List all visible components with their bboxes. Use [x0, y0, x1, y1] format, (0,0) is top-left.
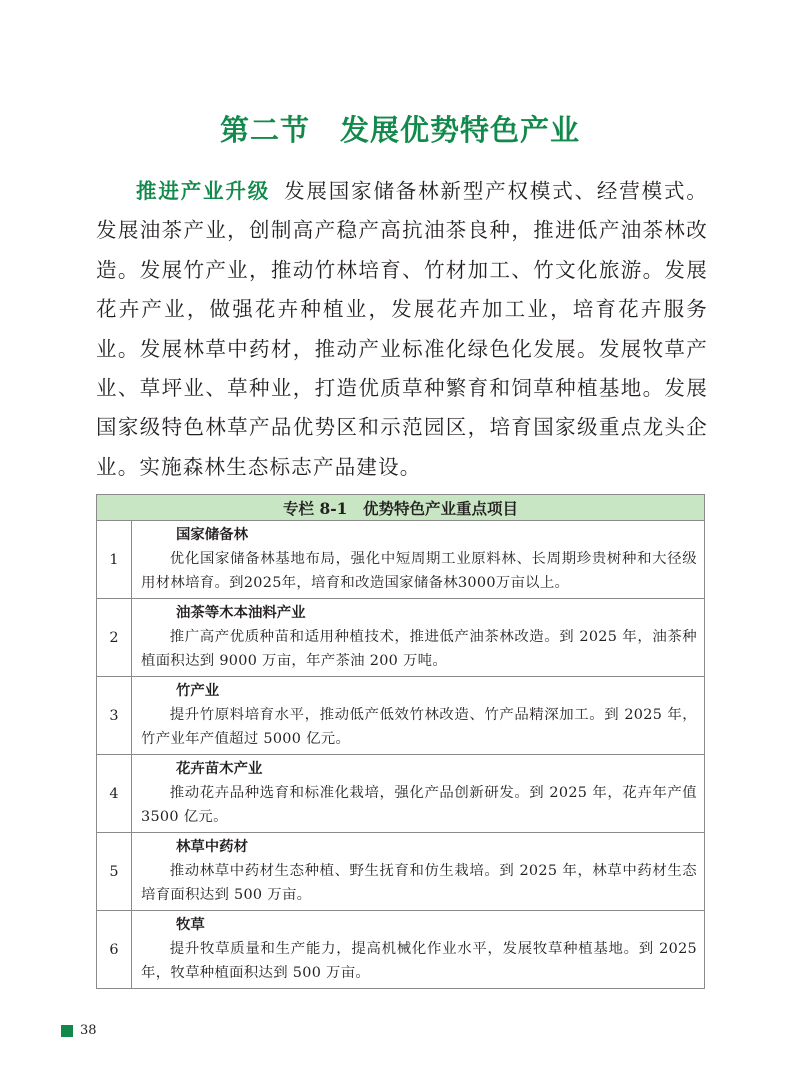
page-marker-square	[61, 1025, 73, 1037]
table-caption: 专栏 8-1 优势特色产业重点项目	[97, 495, 705, 521]
row-title: 牧草	[176, 916, 205, 933]
table-row	[97, 677, 705, 755]
row-description: 提升竹原料培育水平，推动低产低效竹林改造、竹产品精深加工。到 2025 年，竹产业年产值超过 5000 亿元。	[141, 707, 697, 747]
row-description: 推动林草中药材生态种植、野生抚育和仿生栽培。到 2025 年，林草中药材生态培育面积达到 500 万亩。	[141, 863, 697, 903]
project-table	[96, 494, 705, 989]
section-title: 第二节 发展优势特色产业	[219, 113, 580, 147]
row-number: 2	[97, 599, 132, 677]
intro-text: 发展国家储备林新型产权模式、经营模式。发展油茶产业，创制高产稳产高抗油茶良种，推进低产油茶林改造。发展竹产业，推动竹林培育、竹材加工、竹文化旅游。发展花卉产业，做强花卉种植业，发展花卉加工业，培育花卉服务业。发展林草中药材，推动产业标准化绿色化发展。发展牧草产业、草坪业、草种业，打造优质草种繁育和饲草种植基地。发展国家级特色林草产品优势区和示范园区，培育国家级重点龙头企业。实施森林生态标志产品建设。	[96, 179, 708, 479]
row-description: 优化国家储备林基地布局，强化中短周期工业原料林、长周期珍贵树种和大径级用材林培育。到2025年，培育和改造国家储备林3000万亩以上。	[141, 551, 697, 591]
table-row	[97, 755, 705, 833]
row-title: 油茶等木本油料产业	[176, 604, 306, 621]
intro-lead: 推进产业升级	[136, 179, 271, 203]
table-row	[97, 521, 705, 599]
row-content	[132, 677, 705, 755]
row-title: 林草中药材	[176, 838, 248, 855]
table-header-row	[97, 495, 705, 521]
row-content	[132, 521, 705, 599]
row-content	[132, 755, 705, 833]
row-content	[132, 911, 705, 989]
intro-paragraph	[96, 172, 708, 487]
row-number: 4	[97, 755, 132, 833]
row-title: 花卉苗木产业	[176, 760, 263, 777]
row-description: 推动花卉品种选育和标准化栽培，强化产品创新研发。到 2025 年，花卉年产值 3500 亿元。	[141, 785, 697, 825]
row-title: 国家储备林	[176, 526, 248, 543]
row-content	[132, 599, 705, 677]
row-description: 提升牧草质量和生产能力，提高机械化作业水平，发展牧草种植基地。到 2025 年，牧草种植面积达到 500 万亩。	[141, 941, 697, 981]
row-title: 竹产业	[176, 682, 220, 699]
row-description: 推广高产优质种苗和适用种植技术，推进低产油茶林改造。到 2025 年，油茶种植面积达到 9000 万亩，年产茶油 200 万吨。	[141, 629, 697, 669]
table-row	[97, 833, 705, 911]
row-content	[132, 833, 705, 911]
table-row	[97, 911, 705, 989]
row-number: 5	[97, 833, 132, 911]
row-number: 6	[97, 911, 132, 989]
row-number: 3	[97, 677, 132, 755]
row-number: 1	[97, 521, 132, 599]
table-row	[97, 599, 705, 677]
page-number: 38	[80, 1023, 97, 1038]
